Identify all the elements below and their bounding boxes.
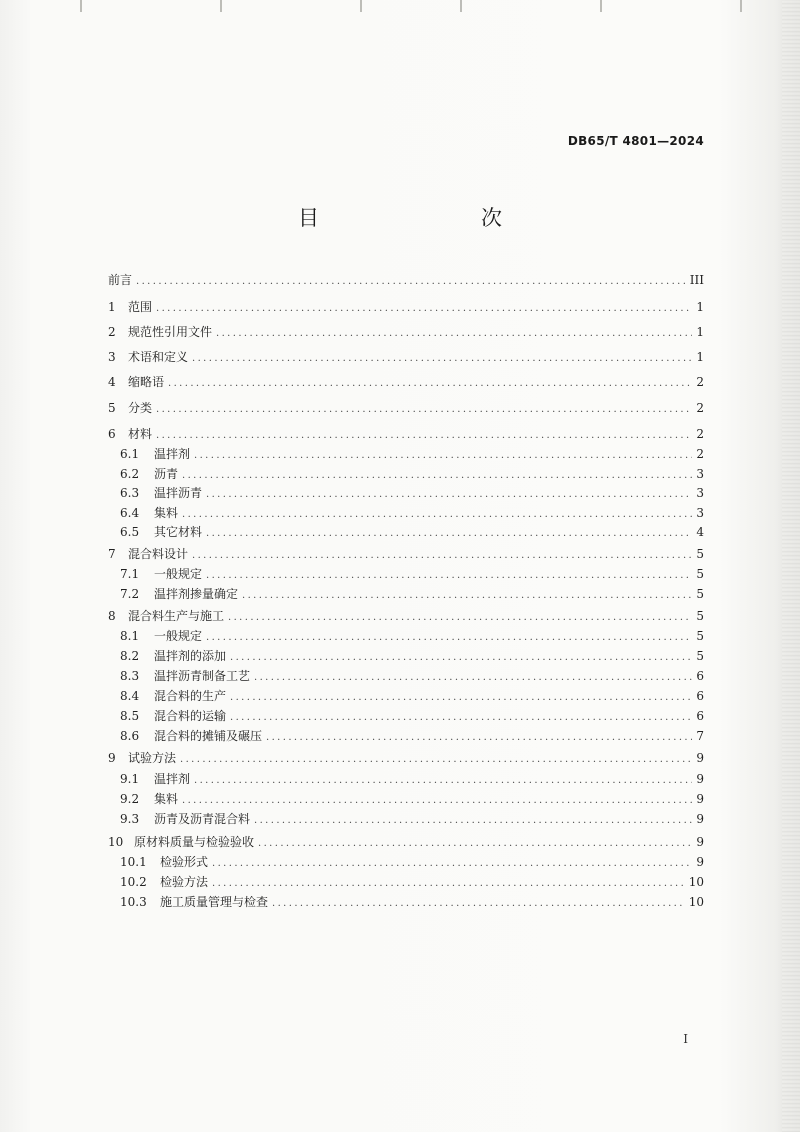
toc-entry-number: 7.1 — [120, 567, 140, 581]
toc-entry[interactable] — [108, 372, 704, 392]
toc-entry-label: 温拌剂 — [154, 447, 191, 461]
toc-entry-label: 范围 — [128, 300, 153, 314]
toc-entry-label: 沥青 — [154, 467, 179, 481]
toc-entry[interactable] — [120, 646, 704, 666]
toc-leader-dots — [230, 688, 692, 708]
toc-leader-dots — [258, 834, 692, 854]
toc-entry-label: 施工质量管理与检查 — [160, 895, 269, 909]
toc-entry-label: 混合料设计 — [128, 547, 189, 561]
toc-entry[interactable] — [108, 544, 704, 564]
toc-entry[interactable] — [120, 726, 704, 746]
toc-entry[interactable] — [120, 584, 704, 604]
toc-entry-page: 6 — [696, 669, 704, 683]
toc-entry[interactable] — [120, 464, 704, 484]
toc-entry-number: 8 — [108, 609, 116, 623]
toc-entry-page: III — [689, 273, 704, 287]
toc-entry-number: 9.3 — [120, 812, 140, 826]
toc-entry[interactable] — [120, 686, 704, 706]
toc-entry[interactable] — [108, 606, 704, 626]
toc-entry-page: 10 — [688, 895, 704, 909]
toc-entry-page: 9 — [696, 751, 704, 765]
toc-leader-dots — [206, 524, 692, 544]
toc-entry-number: 5 — [108, 401, 116, 415]
toc-entry[interactable] — [120, 626, 704, 646]
toc-leader-dots — [216, 324, 692, 344]
toc-entry-number: 10.1 — [120, 855, 147, 869]
toc-entry-number: 7.2 — [120, 587, 140, 601]
toc-entry-page: 5 — [696, 609, 704, 623]
toc-entry-number: 8.1 — [120, 629, 140, 643]
toc-entry-number: 9 — [108, 751, 116, 765]
toc-entry-label: 温拌剂的添加 — [154, 649, 227, 663]
toc-entry[interactable] — [120, 872, 704, 892]
toc-entry[interactable] — [120, 892, 704, 912]
toc-entry-label: 温拌剂 — [154, 772, 191, 786]
toc-entry-number: 6.2 — [120, 467, 140, 481]
toc-entry-label: 一般规定 — [154, 567, 203, 581]
toc-entry-page: 9 — [696, 792, 704, 806]
toc-entry-page: 1 — [696, 325, 704, 339]
toc-entry-label: 混合料的运输 — [154, 709, 227, 723]
toc-entry[interactable] — [120, 483, 704, 503]
toc-entry-page: 1 — [696, 300, 704, 314]
toc-entry[interactable] — [120, 852, 704, 872]
toc-leader-dots — [254, 811, 692, 831]
toc-leader-dots — [168, 374, 692, 394]
scan-edge-marks — [60, 0, 780, 14]
toc-entry-number: 6.3 — [120, 486, 140, 500]
toc-entry[interactable] — [120, 789, 704, 809]
toc-entry-label: 温拌剂掺量确定 — [154, 587, 239, 601]
toc-entry-number: 8.6 — [120, 729, 140, 743]
toc-entry[interactable] — [108, 832, 704, 852]
toc-entry-number: 6.4 — [120, 506, 140, 520]
toc-entry-label: 原材料质量与检验验收 — [134, 835, 255, 849]
toc-leader-dots — [254, 668, 692, 688]
toc-entry-page: 9 — [696, 812, 704, 826]
toc-entry-label: 集料 — [154, 792, 179, 806]
toc-leader-dots — [206, 628, 692, 648]
toc-leader-dots — [206, 485, 692, 505]
toc-leader-dots — [180, 750, 692, 770]
toc-entry-page: 2 — [696, 401, 704, 415]
toc-entry-label: 检验形式 — [160, 855, 209, 869]
toc-entry[interactable] — [108, 748, 704, 768]
toc-leader-dots — [206, 566, 692, 586]
toc-entry-label: 缩略语 — [128, 375, 165, 389]
toc-entry-number: 7 — [108, 547, 116, 561]
toc-entry-number: 2 — [108, 325, 116, 339]
toc-entry-page: 6 — [696, 709, 704, 723]
toc-leader-dots — [212, 854, 692, 874]
toc-entry-number: 6.1 — [120, 447, 140, 461]
toc-entry-label: 检验方法 — [160, 875, 209, 889]
toc-entry-number: 4 — [108, 375, 116, 389]
toc-entry[interactable] — [108, 322, 704, 342]
toc-leader-dots — [192, 349, 692, 369]
toc-entry[interactable] — [120, 444, 704, 464]
toc-entry[interactable] — [108, 297, 704, 317]
toc-entry-number: 8.5 — [120, 709, 140, 723]
toc-leader-dots — [156, 400, 692, 420]
toc-entry[interactable] — [108, 398, 704, 418]
toc-entry-label: 分类 — [128, 401, 153, 415]
toc-entry-label: 前言 — [108, 273, 133, 287]
toc-entry-number: 8.3 — [120, 669, 140, 683]
toc-entry-number: 6.5 — [120, 525, 140, 539]
toc-entry-label: 一般规定 — [154, 629, 203, 643]
toc-leader-dots — [194, 446, 692, 466]
toc-entry[interactable] — [120, 666, 704, 686]
toc-entry-page: 5 — [696, 629, 704, 643]
toc-leader-dots — [266, 728, 692, 748]
toc-entry-number: 9.1 — [120, 772, 140, 786]
toc-entry-number: 9.2 — [120, 792, 140, 806]
toc-entry-page: 2 — [696, 447, 704, 461]
toc-entry-page: 3 — [696, 506, 704, 520]
toc-leader-dots — [228, 608, 692, 628]
toc-entry-page: 10 — [688, 875, 704, 889]
scan-edge-shadow — [782, 0, 800, 1132]
toc-entry-page: 5 — [696, 649, 704, 663]
toc-entry-page: 9 — [696, 855, 704, 869]
toc-leader-dots — [136, 272, 686, 292]
toc-leader-dots — [212, 874, 685, 894]
toc-entry-page: 9 — [696, 772, 704, 786]
toc-entry[interactable] — [120, 503, 704, 523]
toc-entry[interactable] — [120, 564, 704, 584]
toc-entry-page: 3 — [696, 486, 704, 500]
toc-entry[interactable] — [120, 522, 704, 542]
toc-entry-label: 温拌沥青 — [154, 486, 203, 500]
toc-leader-dots — [230, 708, 692, 728]
toc-entry-number: 3 — [108, 350, 116, 364]
toc-entry-label: 术语和定义 — [128, 350, 189, 364]
toc-leader-dots — [156, 299, 692, 319]
toc-entry-page: 2 — [696, 375, 704, 389]
toc-entry-label: 沥青及沥青混合料 — [154, 812, 251, 826]
toc-entry[interactable] — [120, 809, 704, 829]
toc-leader-dots — [242, 586, 692, 606]
toc-entry-label: 材料 — [128, 427, 153, 441]
toc-entry-label: 集料 — [154, 506, 179, 520]
toc-leader-dots — [156, 426, 692, 446]
toc-entry-label: 温拌沥青制备工艺 — [154, 669, 251, 683]
toc-entry-page: 9 — [696, 835, 704, 849]
toc-entry-page: 5 — [696, 587, 704, 601]
toc-leader-dots — [182, 791, 692, 811]
toc-entry-label: 试验方法 — [128, 751, 177, 765]
document-code: DB65/T 4801—2024 — [567, 134, 704, 148]
toc-entry-page: 3 — [696, 467, 704, 481]
toc-entry[interactable] — [108, 347, 704, 367]
toc-entry-page: 1 — [696, 350, 704, 364]
toc-entry-number: 10 — [108, 835, 124, 849]
toc-entry-number: 1 — [108, 300, 116, 314]
toc-title: 目 次 — [298, 206, 542, 230]
toc-leader-dots — [194, 771, 692, 791]
toc-entry-number: 8.4 — [120, 689, 140, 703]
toc-entry-page: 4 — [696, 525, 704, 539]
toc-entry-page: 6 — [696, 689, 704, 703]
toc-entry-page: 7 — [696, 729, 704, 743]
toc-entry[interactable] — [120, 769, 704, 789]
page-number: I — [683, 1032, 688, 1046]
toc-entry-number: 6 — [108, 427, 116, 441]
toc-entry[interactable] — [108, 424, 704, 444]
toc-entry-page: 5 — [696, 567, 704, 581]
toc-entry-label: 其它材料 — [154, 525, 203, 539]
toc-entry-label: 规范性引用文件 — [128, 325, 213, 339]
toc-leader-dots — [192, 546, 692, 566]
toc-entry[interactable] — [120, 706, 704, 726]
toc-entry-page: 2 — [696, 427, 704, 441]
toc-entry-number: 8.2 — [120, 649, 140, 663]
toc-entry-label: 混合料的生产 — [154, 689, 227, 703]
toc-entry-number: 10.3 — [120, 895, 147, 909]
toc-entry-label: 混合料生产与施工 — [128, 609, 225, 623]
toc-leader-dots — [272, 894, 685, 914]
toc-entry-number: 10.2 — [120, 875, 147, 889]
toc-entry[interactable] — [108, 270, 704, 290]
toc-leader-dots — [230, 648, 692, 668]
toc-entry-page: 5 — [696, 547, 704, 561]
toc-entry-label: 混合料的摊铺及碾压 — [154, 729, 263, 743]
